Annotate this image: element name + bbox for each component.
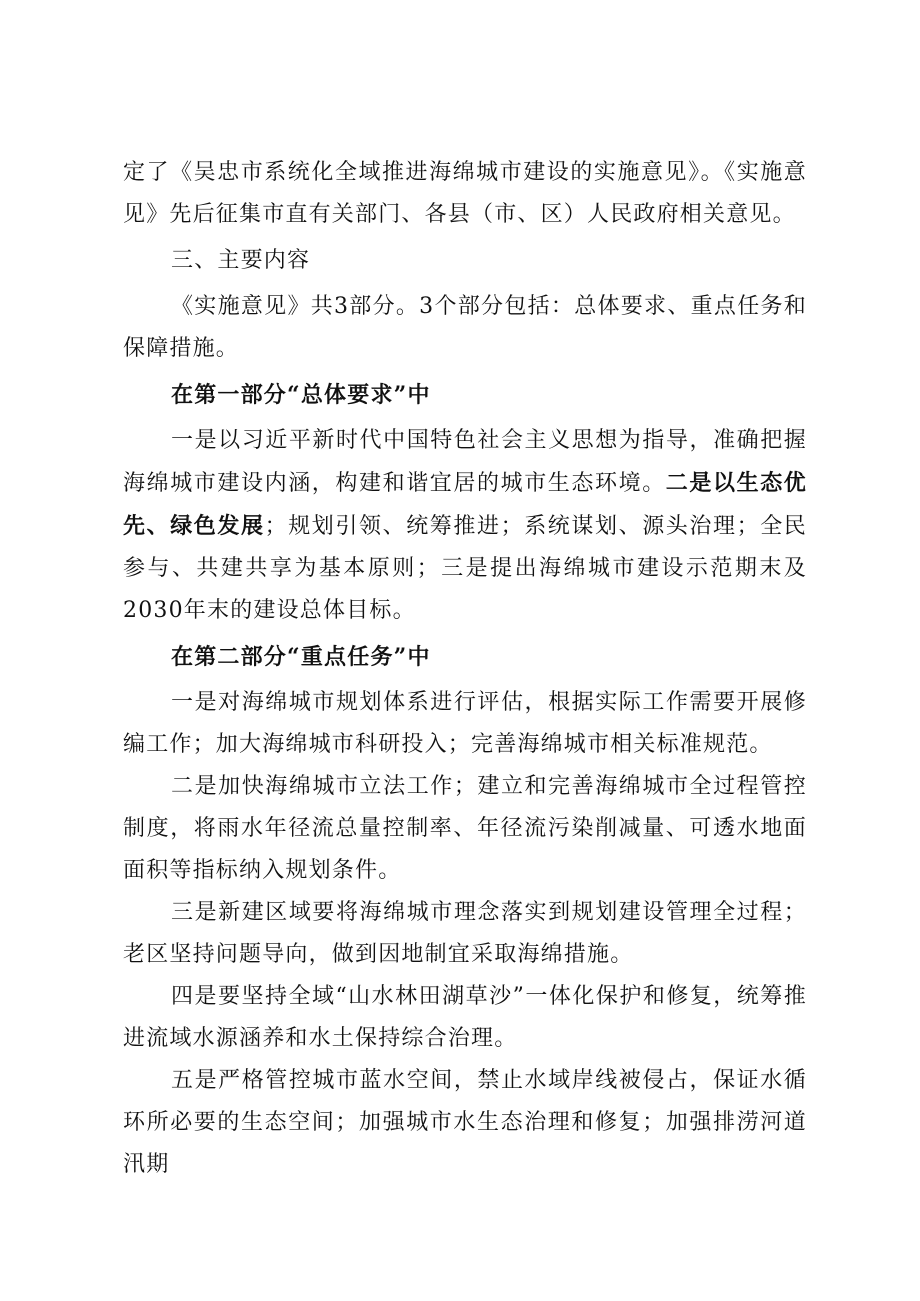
- general-requirements-text-b: ；规划引领、统筹推进；系统谋划、源头治理；全民参与、共建共享为基本原则；三是提出海绵城市建设示范期末及2030年末的建设总体目标。: [123, 514, 808, 623]
- document-body: [123, 152, 807, 1186]
- paragraph-intro-continued: 定了《吴忠市系统化全域推进海绵城市建设的实施意见》。《实施意见》先后征集市直有关部门、各县（市、区）人民政府相关意见。: [123, 160, 807, 227]
- general-requirements-bold-text: 二是以生态优先、绿色发展: [123, 470, 807, 539]
- paragraph-general-requirements: [123, 420, 807, 632]
- paragraph-task-4: 四是要坚持全域“山水林田湖草沙”一体化保护和修复，统筹推进流域水源涵养和水土保持综合治理。: [123, 984, 807, 1051]
- paragraph-parts-overview: 《实施意见》共3部分。3个部分包括：总体要求、重点任务和保障措施。: [123, 294, 807, 361]
- paragraph-task-2: 二是加快海绵城市立法工作；建立和完善海绵城市全过程管控制度，将雨水年径流总量控制率、年径流污染削减量、可透水地面面积等指标纳入规划条件。: [123, 774, 807, 883]
- paragraph-task-1: 一是对海绵城市规划体系进行评估，根据实际工作需要开展修编工作；加大海绵城市科研投入；完善海绵城市相关标准规范。: [123, 690, 807, 757]
- general-requirements-text-a: 一是以习近平新时代中国特色社会主义思想为指导，准确把握海绵城市建设内涵，构建和谐宜居的城市生态环境。: [123, 428, 807, 496]
- part1-heading: 在第一部分“总体要求”中: [171, 382, 431, 408]
- paragraph-task-5: 五是严格管控城市蓝水空间，禁止水域岸线被侵占，保证水循环所必要的生态空间；加强城市水生态治理和修复；加强排涝河道汛期: [123, 1068, 807, 1177]
- section-heading-main-content: 三、主要内容: [171, 248, 311, 273]
- paragraph-task-3: 三是新建区域要将海绵城市理念落实到规划建设管理全过程；老区坚持问题导向，做到因地制宜采取海绵措施。: [123, 900, 807, 967]
- part2-heading: 在第二部分“重点任务”中: [171, 644, 431, 670]
